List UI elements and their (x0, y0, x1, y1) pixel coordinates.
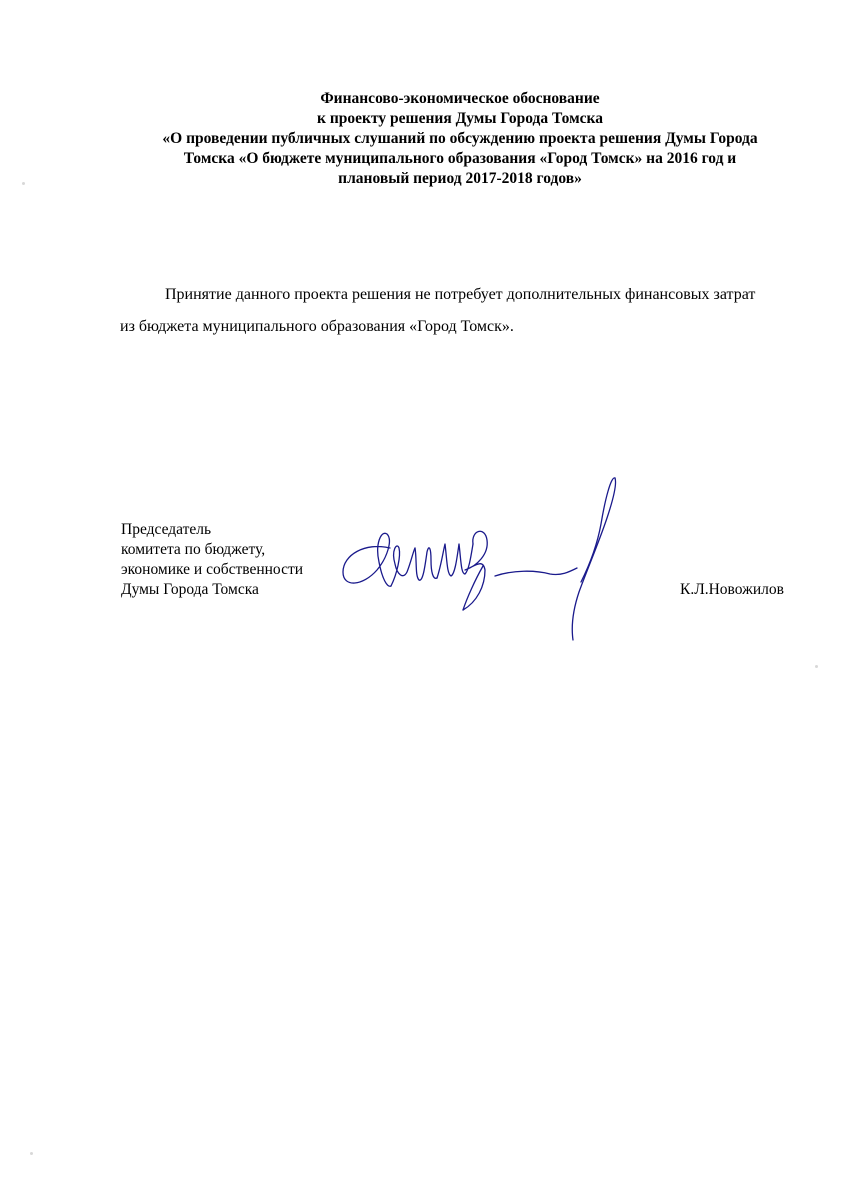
handwritten-signature (335, 470, 635, 650)
signer-title (121, 520, 303, 600)
signer-title-line: комитета по бюджету, (121, 541, 266, 558)
document-title (60, 89, 850, 189)
signer-title-line: Думы Города Томска (121, 581, 259, 598)
title-line: плановый период 2017-2018 годов» (338, 170, 582, 187)
scan-speck (22, 182, 25, 185)
body-line: из бюджета муниципального образования «Город Томск». (120, 318, 514, 335)
signer-name: К.Л.Новожилов (680, 581, 784, 598)
title-line: «О проведении публичных слушаний по обсуждению проекта решения Думы Города (162, 130, 758, 147)
signer-title-line: Председатель (121, 521, 212, 538)
title-line: Финансово-экономическое обоснование (320, 90, 600, 107)
scan-speck (815, 665, 818, 668)
body-line: Принятие данного проекта решения не потребует дополнительных финансовых затрат (165, 286, 756, 303)
scan-speck (30, 1152, 33, 1155)
title-line: к проекту решения Думы Города Томска (317, 110, 603, 127)
signer-title-line: экономике и собственности (121, 561, 304, 578)
title-line: Томска «О бюджете муниципального образования «Город Томск» на 2016 год и (183, 150, 737, 167)
